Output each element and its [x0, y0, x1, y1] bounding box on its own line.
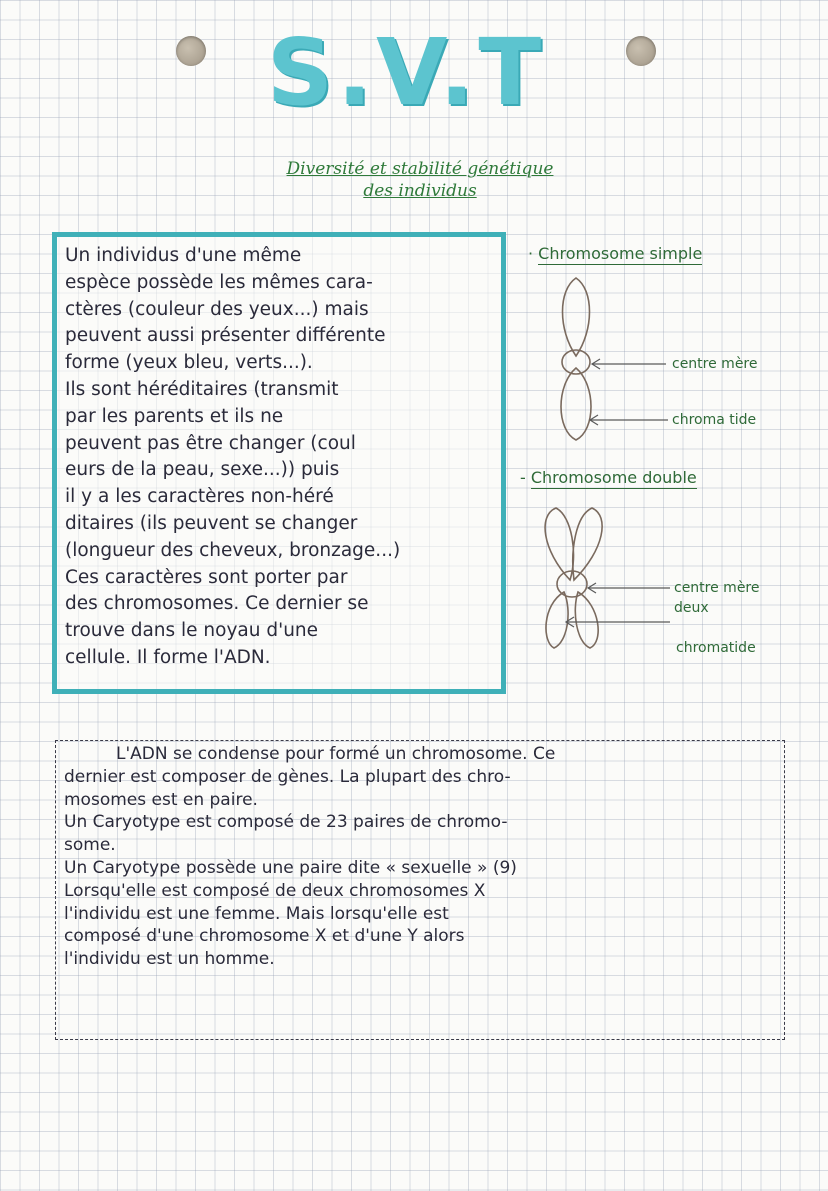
simple-arrows	[590, 359, 668, 425]
heredity-note-box	[52, 232, 506, 694]
simple-label-centromere: centre mère	[672, 356, 758, 372]
note-line: ditaires (ils peuvent se changer	[65, 512, 358, 534]
note-line: Un individus d'une même	[65, 245, 302, 266]
simple-label-chromatide: chroma tide	[672, 412, 757, 428]
note-line: Un Caryotype possède une paire dite « sexuelle » (9)	[64, 857, 517, 878]
note-line: par les parents et ils ne	[65, 405, 284, 427]
page-subtitle	[200, 158, 640, 202]
note-line: Ils sont héréditaires (transmit	[65, 378, 339, 400]
subtitle-line-1: Diversité et stabilité génétique	[286, 159, 554, 179]
note-line: Lorsqu'elle est composé de deux chromosomes X	[64, 880, 486, 901]
note-line: l'individu est un homme.	[64, 949, 275, 970]
note-line: ctères (couleur des yeux...) mais	[65, 298, 369, 320]
double-arrows	[566, 583, 670, 627]
note-line: forme (yeux bleu, verts...).	[65, 352, 313, 374]
note-line: mosomes est en paire.	[64, 789, 258, 810]
note-line: (longueur des cheveux, bronzage...)	[65, 539, 401, 561]
simple-chromosome-drawing	[561, 278, 591, 440]
note-line: dernier est composer de gènes. La plupart des chro-	[64, 766, 511, 787]
chromosome-simple-title: · Chromosome simple	[528, 244, 703, 263]
double-label-two: deux	[674, 600, 709, 616]
subtitle-line-2: des individus	[363, 181, 477, 201]
note-line: espèce possède les mêmes cara-	[65, 271, 373, 293]
note-line: l'individu est une femme. Mais lorsqu'elle est	[64, 903, 449, 924]
note-line: il y a les caractères non-héré	[65, 486, 334, 508]
binder-hole-right	[626, 36, 656, 66]
chromosome-double-title: - Chromosome double	[520, 468, 697, 487]
note-line: eurs de la peau, sexe...)) puis	[65, 459, 340, 481]
note-line: des chromosomes. Ce dernier se	[65, 593, 369, 615]
double-label-centromere: centre mère	[674, 580, 760, 596]
note-line: trouve dans le noyau d'une	[65, 620, 319, 642]
note-line: composé d'une chromosome X et d'une Y alors	[64, 926, 465, 947]
note-line: peuvent pas être changer (coul	[65, 432, 356, 454]
double-label-chromatide: chromatide	[676, 640, 756, 656]
note-line: L'ADN se condense pour formé un chromosome. Ce	[116, 744, 556, 764]
note-line: cellule. Il forme l'ADN.	[65, 646, 271, 668]
note-line: Ces caractères sont porter par	[65, 566, 348, 588]
note-line: Un Caryotype est composé de 23 paires de chromo-	[64, 812, 508, 833]
dna-karyotype-note-box	[55, 740, 785, 1040]
note-line: peuvent aussi présenter différente	[65, 325, 386, 347]
binder-hole-left	[176, 36, 206, 66]
chromosome-diagrams	[520, 270, 800, 670]
note-line: some.	[64, 835, 116, 856]
page-title: S.V.T	[266, 19, 546, 126]
